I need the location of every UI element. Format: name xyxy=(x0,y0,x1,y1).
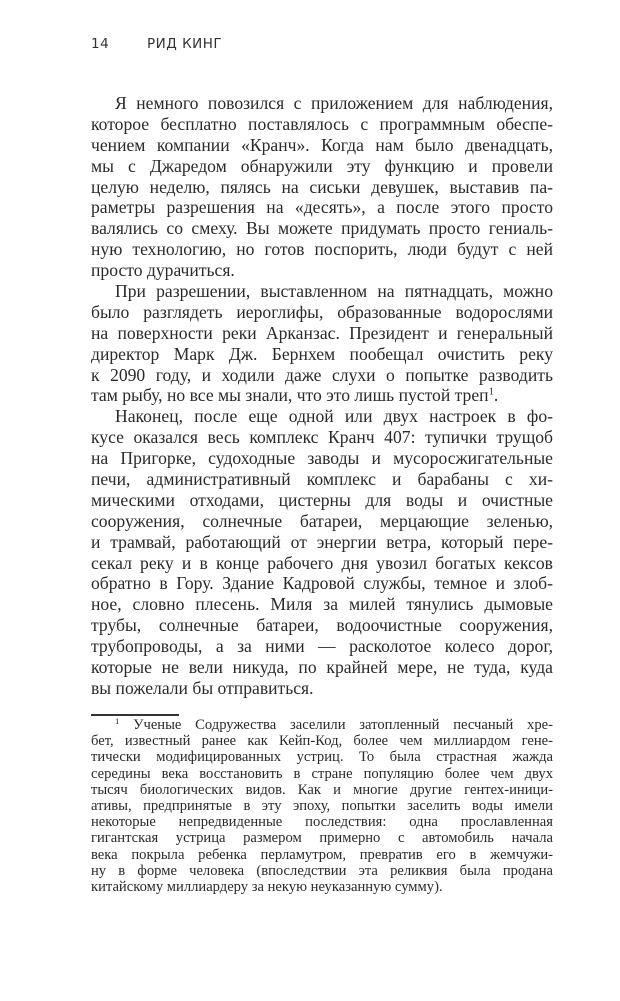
text-line xyxy=(91,302,553,323)
footnote-line xyxy=(91,749,553,765)
text-line xyxy=(91,406,553,427)
footnote-line xyxy=(91,847,553,863)
line-text: некоторые непредвиденные последствия: одна прославленная xyxy=(91,814,553,831)
footnote-line xyxy=(91,879,553,895)
text-line xyxy=(91,177,553,198)
text-line xyxy=(91,532,553,553)
line-text: мическими отходами, цистерны для воды и очистные xyxy=(91,489,553,510)
line-text: середины века восстановить в стране популяцию более чем двух xyxy=(91,765,553,782)
footnote-line xyxy=(91,814,553,830)
footnote-line xyxy=(91,766,553,782)
text-line xyxy=(91,469,553,490)
line-text: трубы, солнечные батареи, водоочистные сооружения, xyxy=(91,615,553,636)
text-line xyxy=(91,156,553,177)
line-text: гигантская устрица размером примерно с автомобиль начала xyxy=(91,830,553,847)
line-text: раметры разрешения на «десять», а после этого просто xyxy=(91,197,553,218)
footnote-reference[interactable]: 1 xyxy=(488,387,494,399)
line-text: ну в форме человека (впоследствии эта реликвия была продана xyxy=(91,862,553,879)
text-line xyxy=(91,239,553,260)
page-number: 14 xyxy=(91,36,110,52)
line-text: валялись со смеху. Вы можете придумать просто гениаль- xyxy=(91,218,553,239)
body-text xyxy=(91,93,553,699)
line-text: чением компании «Кранч». Когда нам было двенадцать, xyxy=(91,134,553,155)
text-line: там рыбу, но все мы знали, что это лишь пустой треп$^1$. xyxy=(91,385,499,406)
line-text: целую неделю, пялясь на сиськи девушек, выставив па- xyxy=(91,176,553,197)
text-line xyxy=(91,93,553,114)
line-text: и трамвай, работающий от энергии ветра, который пере- xyxy=(91,531,553,552)
text-line xyxy=(91,197,553,218)
line-text: обратно в Гору. Здание Кадровой службы, темное и злоб- xyxy=(91,573,553,594)
text-line xyxy=(91,281,553,302)
line-text: китайскому миллиардеру за некую неуказанную сумму). xyxy=(91,878,443,895)
text-line xyxy=(91,344,553,365)
line-text: печи, административный комплекс и барабаны с хи- xyxy=(91,469,553,490)
line-text: кусе оказался весь комплекс Кранч 407: тупички трущоб xyxy=(91,427,553,448)
line-text: которое бесплатно поставлялось с программным обеспе- xyxy=(91,113,553,134)
line-text: тически модифицированных устриц. То была страстная жажда xyxy=(91,749,553,766)
line-text: директор Марк Дж. Бернхем пообещал очистить реку xyxy=(91,343,553,364)
line-text: тысяч биологических видов. Как и многие другие гентех-иници- xyxy=(91,781,553,798)
text-line xyxy=(91,114,553,135)
line-text: секал реку и в конце рабочего дня увозил богатых кексов xyxy=(91,552,553,573)
line-text: трубопроводы, а за ними — расколотое колесо дорог, xyxy=(91,636,553,657)
line-text: ативы, предпринятые в эту эпоху, попытки заселить воды имели xyxy=(91,797,553,814)
footnote-line xyxy=(91,733,553,749)
line-text: вы пожелали бы отправиться. xyxy=(91,677,314,698)
line-text: было разглядеть иероглифы, образованные водорослями xyxy=(91,301,553,322)
line-text: там рыбу, но все мы знали, что это лишь пустой треп xyxy=(91,385,489,406)
line-text: ную технологию, но готов поспорить, люди будут с ней xyxy=(91,239,553,260)
line-text: мы с Джаредом обнаружили эту функцию и провели xyxy=(91,155,553,176)
text-line xyxy=(91,427,553,448)
line-text: сооружения, солнечные батареи, мерцающие зеленью, xyxy=(91,510,553,531)
line-text: века покрыла ребенка перламутром, превратив его в жемчужи- xyxy=(91,846,553,863)
text-line xyxy=(91,594,553,615)
line-text: бет, известный ранее как Кейп-Код, более чем миллиардом гене- xyxy=(91,733,553,750)
line-text: к 2090 году, и ходили даже слухи о попытке разводить xyxy=(91,364,553,385)
footnote-separator xyxy=(91,714,179,716)
text-line xyxy=(91,490,553,511)
line-text: просто дурачиться. xyxy=(91,260,235,281)
running-header xyxy=(91,36,222,52)
paragraph xyxy=(91,406,553,698)
text-line xyxy=(91,448,553,469)
line-text: Я немного повозился с приложением для наблюдения, xyxy=(115,93,553,113)
footnote-line xyxy=(91,798,553,814)
footnote-line xyxy=(91,863,553,879)
text-line xyxy=(91,260,553,281)
text-line xyxy=(91,678,553,699)
footnotes xyxy=(91,717,553,895)
line-text: При разрешении, выставленном на пятнадцать, можно xyxy=(115,281,553,302)
text-line xyxy=(91,636,553,657)
text-line xyxy=(91,553,553,574)
footnote-marker: 1 xyxy=(115,715,120,726)
running-title: РИД КИНГ xyxy=(147,36,223,52)
text-line xyxy=(91,218,553,239)
footnote-line xyxy=(91,830,553,846)
line-text: на Пригорке, судоходные заводы и мусоросжигательные xyxy=(91,448,553,469)
line-text: на поверхности реки Арканзас. Президент и генеральный xyxy=(91,322,553,343)
text-line xyxy=(91,657,553,678)
line-text: которые не вели никуда, по крайней мере, не туда, куда xyxy=(91,657,553,678)
paragraph xyxy=(91,281,553,406)
text-line xyxy=(91,511,553,532)
line-text: Наконец, после еще одной или двух настроек в фо- xyxy=(115,406,553,427)
line-text: ное, словно плесень. Миля за милей тянулись дымовые xyxy=(91,594,553,615)
paragraph xyxy=(91,93,553,281)
footnote-line xyxy=(91,782,553,798)
line-text: Ученые Содружества заселили затопленный песчаный хре- xyxy=(133,717,553,733)
footnote-line xyxy=(91,717,553,733)
text-line xyxy=(91,615,553,636)
text-line xyxy=(91,135,553,156)
text-line xyxy=(91,323,553,344)
text-line xyxy=(91,573,553,594)
text-line xyxy=(91,365,553,386)
